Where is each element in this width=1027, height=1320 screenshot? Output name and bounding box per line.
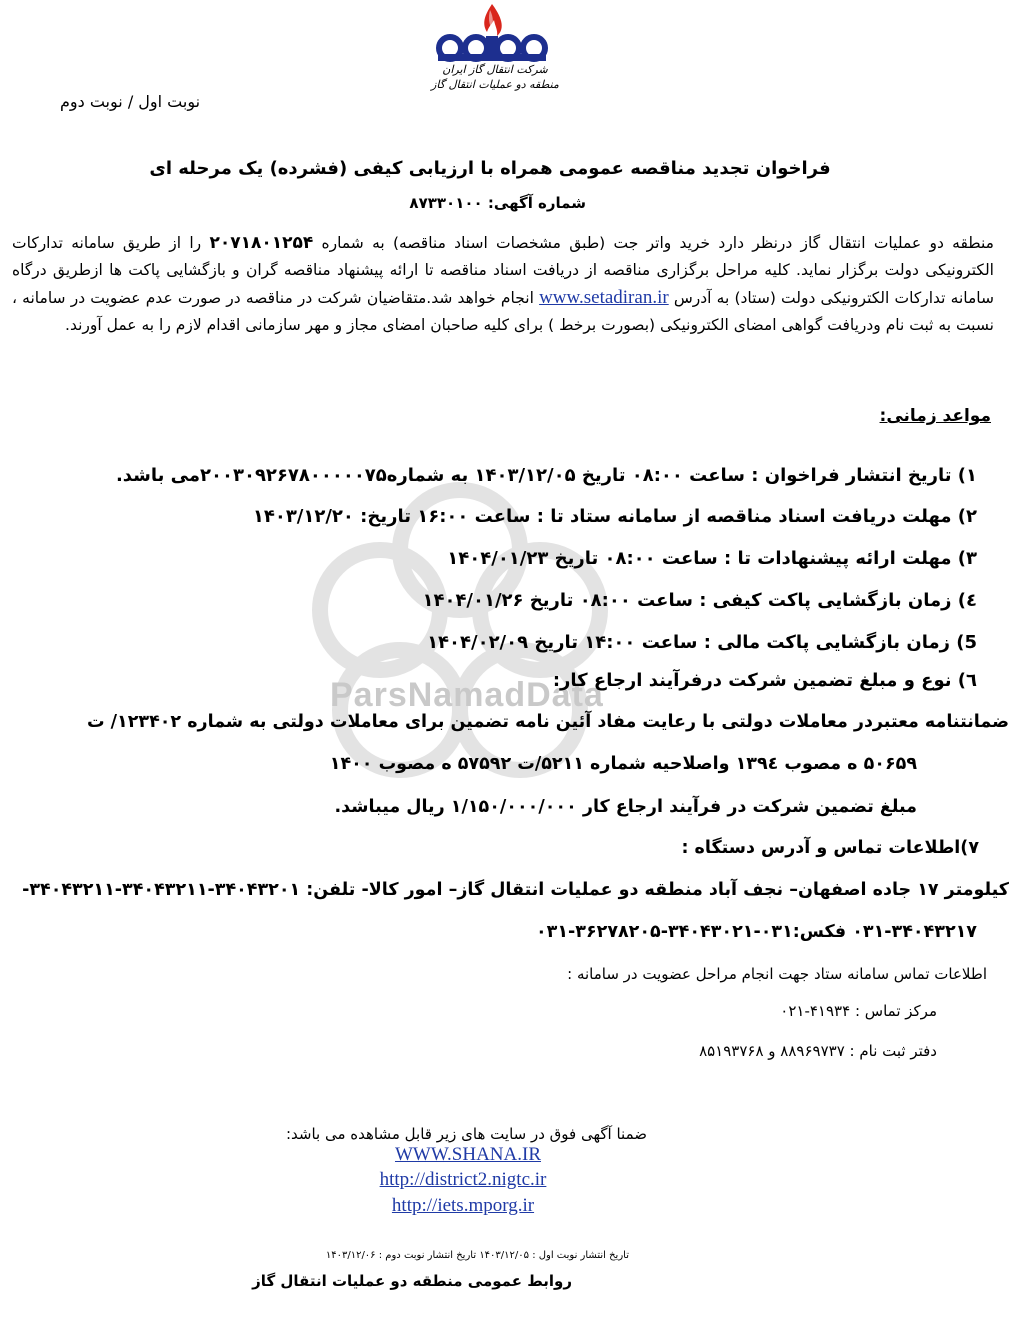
sites-heading: ضمنا آگهی فوق در سایت های زیر قابل مشاهده می باشد: bbox=[285, 1125, 647, 1143]
schedule-heading: مواعد زمانی: bbox=[879, 406, 991, 426]
contact-address-2: ۰۳۱-۳۴۰۴۳۲۱۷ فکس:۰۳۱-۳۴۰۴۳۰۲۱-۳۶۲۷۸۲۰۵-۰۳۱ bbox=[535, 922, 977, 942]
footer-signature: روابط عمومی منطقه دو عملیات انتقال گاز bbox=[252, 1272, 572, 1290]
publish-dates: تاریخ انتشار نوبت اول : ۱۴۰۳/۱۲/۰۵ تاریخ انتشار نوبت دوم : ۱۴۰۳/۱۲/۰۶ bbox=[325, 1250, 629, 1261]
flame-icon bbox=[484, 4, 501, 36]
intro-part1: منطقه دو عملیات انتقال گاز درنظر دارد خرید واتر جت (طبق مشخصات اسناد مناقصه) به شماره bbox=[313, 234, 994, 252]
intro-part3: انجام خواهد شد.متقاضیان شرکت در مناقصه در صورت عدم عضویت در سامانه ، نسبت به ثبت نام ودریافت گواهی امضای الکترونیکی (بصورت برخط ) برای کلیه صاحبان امضای مجاز و مهر سازمانی اقدام لازم را به عمل آورند. bbox=[12, 289, 994, 334]
notice-title: فراخوان تجدید مناقصه عمومی همراه با ارزیابی کیفی (فشرده) یک مرحله ای bbox=[149, 158, 831, 179]
site-link-district2[interactable]: http://district2.nigtc.ir bbox=[379, 1169, 547, 1190]
intro-part2: را از طریق سامانه تدارکات الکترونیکی دولت برگزار نماید. کلیه مراحل برگزاری مناقصه از دریافت اسناد مناقصه تا ارائه پیشنهاد مناقصه گران و بازگشایی پاکت ها ازطریق درگاه سامانه تدارکات الکترونیکی دولت (ستاد) به آدرس bbox=[12, 234, 994, 307]
intro-paragraph bbox=[12, 230, 994, 339]
schedule-item-5: 5) زمان بازگشایی پاکت مالی : ساعت ۱۴:۰۰ تاریخ ۱۴۰۴/۰۲/۰۹ bbox=[427, 632, 977, 653]
guarantee-line-2: ۵۰۶۵۹ ه مصوب ۱۳۹٤ واصلاحیه شماره ۵۲۱۱/ت ۵۷۵۹۲ ه مصوب ۱۴۰۰ bbox=[329, 754, 917, 774]
guarantee-line-3: مبلغ تضمین شرکت در فرآیند ارجاع کار ۱/۱۵۰/۰۰۰/۰۰۰ ریال میباشد. bbox=[334, 797, 917, 817]
schedule-item-6: ٦) نوع و مبلغ تضمین شرکت درفرآیند ارجاع کار: bbox=[552, 670, 977, 691]
guarantee-line-1: ضمانتنامه معتبردر معاملات دولتی با رعایت مفاد آئین نامه تضمین برای معاملات دولتی به شماره ۱۲۳۴۰۲/ ت bbox=[86, 712, 1009, 732]
setad-heading: اطلاعات تماس سامانه ستاد جهت انجام مراحل عضویت در سامانه : bbox=[567, 965, 987, 983]
watermark-text: ParsNamadData bbox=[330, 676, 604, 714]
site-link-iets[interactable]: http://iets.mporg.ir bbox=[391, 1195, 535, 1216]
schedule-item-4: ٤) زمان بازگشایی پاکت کیفی : ساعت ۰۸:۰۰ تاریخ ۱۴۰۴/۰۱/۲۶ bbox=[422, 590, 977, 611]
ad-number: شماره آگهی: ۸۷۳۳۰۱۰۰ bbox=[409, 194, 586, 212]
contact-address-1: کیلومتر ۱۷ جاده اصفهان– نجف آباد منطقه دو عملیات انتقال گاز– امور کالا- تلفن: ۳۴۰۴۳۲۰۱-۳۴۰۴۳۲۱۱-۳۴۰۴۳۲۱۱- bbox=[22, 880, 1009, 900]
setad-link[interactable]: www.setadiran.ir bbox=[539, 287, 669, 308]
setad-call-center: مرکز تماس : ۴۱۹۳۴-۰۲۱ bbox=[780, 1002, 937, 1020]
contact-heading: ۷)اطلاعات تماس و آدرس دستگاه : bbox=[681, 838, 979, 858]
site-link-shana[interactable]: WWW.SHANA.IR bbox=[394, 1144, 541, 1165]
publication-round: نوبت اول / نوبت دوم bbox=[60, 92, 201, 111]
setad-office: دفتر ثبت نام : ۸۸۹۶۹۷۳۷ و ۸۵۱۹۳۷۶۸ bbox=[699, 1042, 937, 1060]
schedule-item-1: ۱) تاریخ انتشار فراخوان : ساعت ۰۸:۰۰ تاریخ ۱۴۰۳/۱۲/۰۵ به شماره۲۰۰۳۰۹۲۶۷۸۰۰۰۰۰۷۵می باشد. bbox=[115, 465, 977, 486]
org-name: شرکت انتقال گاز ایران منطقه دو عملیات انتقال گاز bbox=[431, 63, 559, 91]
tender-number: ۲۰۷۱۸۰۱۲۵۴ bbox=[209, 233, 314, 253]
schedule-item-2: ۲) مهلت دریافت اسناد مناقصه از سامانه ستاد تا : ساعت ۱۶:۰۰ تاریخ: ۱۴۰۳/۱۲/۲۰ bbox=[252, 506, 977, 527]
schedule-item-3: ۳) مهلت ارائه پیشنهادات تا : ساعت ۰۸:۰۰ تاریخ ۱۴۰۴/۰۱/۲۳ bbox=[447, 548, 977, 569]
